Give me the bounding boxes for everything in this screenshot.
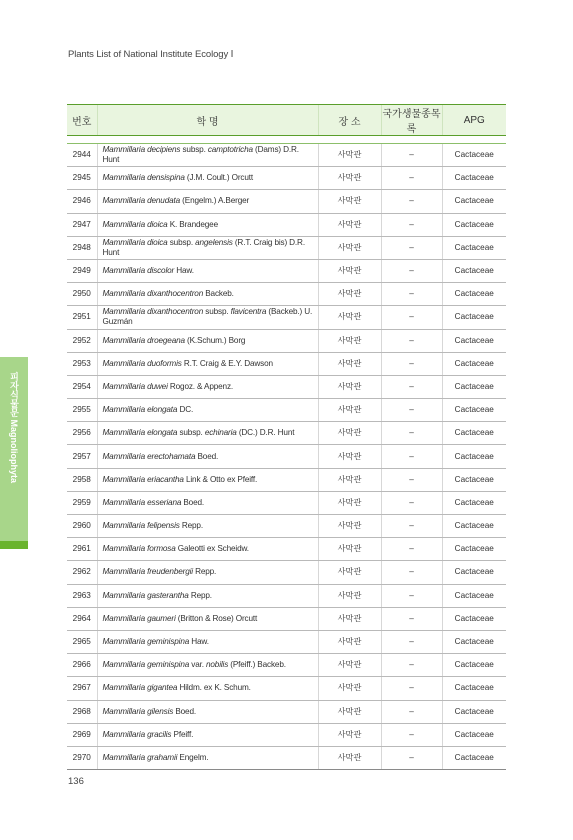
column-header-national-list: 국가생물종목록 (381, 105, 442, 136)
name-italic-part: Mammillaria elongata (102, 405, 178, 415)
location-cell: 사막관 (318, 538, 381, 561)
name-italic-part: Mammillaria duoformis (102, 358, 182, 368)
location-cell: 사막관 (318, 468, 381, 491)
name-author-part: (Britton & Rose) Orcutt (175, 613, 258, 623)
name-italic-part: Mammillaria dixanthocentron (102, 307, 204, 317)
row-number: 2955 (67, 399, 97, 422)
apg-family-cell: Cactaceae (442, 399, 506, 422)
location-cell: 사막관 (318, 399, 381, 422)
section-side-tab-accent (0, 541, 28, 549)
table-header-row (67, 105, 506, 136)
row-number: 2948 (67, 236, 97, 259)
apg-family-cell: Cactaceae (442, 654, 506, 677)
name-italic-part: Mammillaria dioica (102, 219, 168, 229)
name-author-part: (Engelm.) A.Berger (180, 196, 250, 206)
table-row (67, 630, 506, 653)
row-number: 2951 (67, 306, 97, 329)
apg-family-cell: Cactaceae (442, 561, 506, 584)
scientific-name (97, 561, 318, 584)
table-row (67, 213, 506, 236)
name-italic-part: Mammillaria dixanthocentron (102, 289, 204, 299)
name-author-part: (R.T. Craig bis) D.R. Hunt (102, 237, 305, 257)
scientific-name (97, 306, 318, 329)
location-cell: 사막관 (318, 352, 381, 375)
location-cell: 사막관 (318, 190, 381, 213)
location-cell: 사막관 (318, 422, 381, 445)
name-italic-part: Mammillaria eriacantha (102, 474, 184, 484)
name-italic-part: Mammillaria geminispina (102, 637, 190, 647)
section-side-label: 피자식물문 Magnoliophyta (9, 372, 19, 483)
location-cell: 사막관 (318, 375, 381, 398)
national-list-cell: – (381, 515, 442, 538)
apg-family-cell: Cactaceae (442, 167, 506, 190)
name-author-part: Boed. (173, 706, 196, 716)
scientific-name (97, 259, 318, 282)
location-cell: 사막관 (318, 654, 381, 677)
apg-family-cell: Cactaceae (442, 538, 506, 561)
national-list-cell: – (381, 677, 442, 700)
table-row (67, 375, 506, 398)
name-italic-part: Mammillaria elongata (102, 428, 178, 438)
name-author-part: (Backeb.) U. Guzmán (102, 307, 313, 327)
location-cell: 사막관 (318, 329, 381, 352)
name-italic-part: Mammillaria freudenbergii (102, 567, 193, 577)
apg-family-cell: Cactaceae (442, 236, 506, 259)
plant-list-table-wrapper (67, 104, 506, 770)
scientific-name (97, 375, 318, 398)
table-row (67, 236, 506, 259)
row-number: 2965 (67, 630, 97, 653)
row-number: 2947 (67, 213, 97, 236)
apg-family-cell: Cactaceae (442, 607, 506, 630)
name-author-part: Engelm. (177, 752, 209, 762)
name-author-part: subsp. (167, 237, 196, 247)
scientific-name (97, 352, 318, 375)
scientific-name (97, 723, 318, 746)
table-row (67, 329, 506, 352)
name-italic-part: Mammillaria gasterantha (102, 590, 189, 600)
name-author-part: subsp. (177, 428, 205, 438)
name-italic-part: echinaria (204, 428, 237, 438)
table-body (67, 136, 506, 770)
location-cell: 사막관 (318, 700, 381, 723)
national-list-cell: – (381, 375, 442, 398)
location-cell: 사막관 (318, 236, 381, 259)
scientific-name (97, 167, 318, 190)
table-row (67, 584, 506, 607)
table-row (67, 144, 506, 167)
location-cell: 사막관 (318, 584, 381, 607)
row-number: 2962 (67, 561, 97, 584)
scientific-name (97, 190, 318, 213)
table-row (67, 607, 506, 630)
table-row (67, 468, 506, 491)
national-list-cell: – (381, 445, 442, 468)
national-list-cell: – (381, 259, 442, 282)
name-author-part: (DC.) D.R. Hunt (236, 428, 295, 438)
row-number: 2963 (67, 584, 97, 607)
name-author-part: Link & Otto ex Pfeiff. (183, 474, 258, 484)
name-italic-part: Mammillaria gracilis (102, 729, 172, 739)
location-cell: 사막관 (318, 746, 381, 769)
national-list-cell: – (381, 630, 442, 653)
national-list-cell: – (381, 306, 442, 329)
scientific-name (97, 607, 318, 630)
name-author-part: (J.M. Coult.) Orcutt (184, 173, 254, 183)
scientific-name (97, 677, 318, 700)
name-author-part: Haw. (174, 266, 194, 276)
name-italic-part: angelensis (195, 237, 233, 247)
national-list-cell: – (381, 584, 442, 607)
location-cell: 사막관 (318, 259, 381, 282)
national-list-cell: – (381, 654, 442, 677)
scientific-name (97, 399, 318, 422)
scientific-name (97, 630, 318, 653)
table-row (67, 306, 506, 329)
national-list-cell: – (381, 190, 442, 213)
location-cell: 사막관 (318, 445, 381, 468)
name-author-part: var. (189, 660, 206, 670)
national-list-cell: – (381, 236, 442, 259)
scientific-name (97, 584, 318, 607)
national-list-cell: – (381, 167, 442, 190)
name-author-part: Haw. (189, 637, 209, 647)
national-list-cell: – (381, 746, 442, 769)
name-italic-part: Mammillaria gaumeri (102, 613, 176, 623)
national-list-cell: – (381, 723, 442, 746)
national-list-cell: – (381, 468, 442, 491)
national-list-cell: – (381, 700, 442, 723)
name-italic-part: Mammillaria densispina (102, 173, 185, 183)
name-italic-part: Mammillaria gigantea (102, 683, 178, 693)
column-header-location: 장 소 (318, 105, 381, 136)
running-header: Plants List of National Institute Ecology Ⅰ (68, 49, 234, 60)
scientific-name (97, 538, 318, 561)
scientific-name (97, 422, 318, 445)
row-number: 2961 (67, 538, 97, 561)
row-number: 2969 (67, 723, 97, 746)
national-list-cell: – (381, 144, 442, 167)
scientific-name (97, 329, 318, 352)
apg-family-cell: Cactaceae (442, 375, 506, 398)
name-italic-part: Mammillaria decipiens (102, 145, 181, 155)
national-list-cell: – (381, 538, 442, 561)
name-author-part: R.T. Craig & E.Y. Dawson (181, 358, 273, 368)
table-row (67, 399, 506, 422)
name-author-part: Backeb. (203, 289, 234, 299)
national-list-cell: – (381, 213, 442, 236)
name-italic-part: Mammillaria felipensis (102, 521, 180, 531)
row-number: 2944 (67, 144, 97, 167)
row-number: 2950 (67, 283, 97, 306)
scientific-name (97, 515, 318, 538)
name-italic-part: Mammillaria erectohamata (102, 451, 196, 461)
name-author-part: Galeotti ex Scheidw. (175, 544, 249, 554)
name-italic-part: Mammillaria grahamii (102, 752, 178, 762)
table-spacer-cell (67, 136, 506, 144)
apg-family-cell: Cactaceae (442, 144, 506, 167)
row-number: 2966 (67, 654, 97, 677)
column-header-scientific-name: 학 명 (97, 105, 318, 136)
row-number: 2958 (67, 468, 97, 491)
table-row (67, 746, 506, 769)
location-cell: 사막관 (318, 167, 381, 190)
name-italic-part: Mammillaria discolor (102, 266, 175, 276)
national-list-cell: – (381, 352, 442, 375)
name-italic-part: nobilis (206, 660, 229, 670)
apg-family-cell: Cactaceae (442, 746, 506, 769)
name-italic-part: Mammillaria geminispina (102, 660, 190, 670)
scientific-name (97, 468, 318, 491)
table-row (67, 259, 506, 282)
table-row (67, 491, 506, 514)
row-number: 2952 (67, 329, 97, 352)
location-cell: 사막관 (318, 607, 381, 630)
name-author-part: Hildm. ex K. Schum. (177, 683, 251, 693)
name-italic-part: Mammillaria droegeana (102, 335, 185, 345)
row-number: 2953 (67, 352, 97, 375)
apg-family-cell: Cactaceae (442, 352, 506, 375)
name-italic-part: Mammillaria esseriana (102, 497, 182, 507)
apg-family-cell: Cactaceae (442, 491, 506, 514)
scientific-name (97, 700, 318, 723)
location-cell: 사막관 (318, 491, 381, 514)
row-number: 2956 (67, 422, 97, 445)
apg-family-cell: Cactaceae (442, 329, 506, 352)
name-author-part: Repp. (192, 567, 217, 577)
apg-family-cell: Cactaceae (442, 468, 506, 491)
name-italic-part: Mammillaria gilensis (102, 706, 174, 716)
name-author-part: Repp. (188, 590, 212, 600)
name-author-part: subsp. (180, 145, 208, 155)
name-author-part: Repp. (179, 521, 203, 531)
row-number: 2968 (67, 700, 97, 723)
location-cell: 사막관 (318, 677, 381, 700)
table-row (67, 167, 506, 190)
column-header-number: 번호 (67, 105, 97, 136)
name-italic-part: Mammillaria duwei (102, 381, 168, 391)
apg-family-cell: Cactaceae (442, 723, 506, 746)
name-author-part: Boed. (181, 497, 205, 507)
apg-family-cell: Cactaceae (442, 422, 506, 445)
table-row (67, 654, 506, 677)
scientific-name (97, 213, 318, 236)
table-row (67, 561, 506, 584)
location-cell: 사막관 (318, 213, 381, 236)
apg-family-cell: Cactaceae (442, 700, 506, 723)
apg-family-cell: Cactaceae (442, 445, 506, 468)
name-author-part: Pfeiff. (171, 729, 194, 739)
national-list-cell: – (381, 399, 442, 422)
national-list-cell: – (381, 329, 442, 352)
location-cell: 사막관 (318, 723, 381, 746)
national-list-cell: – (381, 607, 442, 630)
scientific-name (97, 236, 318, 259)
location-cell: 사막관 (318, 561, 381, 584)
table-row (67, 283, 506, 306)
page-number: 136 (68, 776, 84, 787)
name-italic-part: camptotricha (207, 145, 253, 155)
table-row (67, 677, 506, 700)
name-author-part: subsp. (203, 307, 231, 317)
location-cell: 사막관 (318, 515, 381, 538)
name-italic-part: flavicentra (230, 307, 267, 317)
name-author-part: K. Brandegee (167, 219, 218, 229)
table-row (67, 352, 506, 375)
apg-family-cell: Cactaceae (442, 630, 506, 653)
name-italic-part: Mammillaria formosa (102, 544, 176, 554)
location-cell: 사막관 (318, 283, 381, 306)
name-author-part: Boed. (195, 451, 219, 461)
national-list-cell: – (381, 283, 442, 306)
row-number: 2970 (67, 746, 97, 769)
name-author-part: Rogoz. & Appenz. (167, 381, 234, 391)
row-number: 2945 (67, 167, 97, 190)
location-cell: 사막관 (318, 144, 381, 167)
column-header-apg: APG (442, 105, 506, 136)
row-number: 2960 (67, 515, 97, 538)
name-italic-part: Mammillaria denudata (102, 196, 181, 206)
table-row (67, 700, 506, 723)
plant-list-table (67, 104, 506, 770)
table-row (67, 538, 506, 561)
row-number: 2949 (67, 259, 97, 282)
row-number: 2964 (67, 607, 97, 630)
name-author-part: (K.Schum.) Borg (184, 335, 246, 345)
name-author-part: (Pfeiff.) Backeb. (228, 660, 286, 670)
apg-family-cell: Cactaceae (442, 213, 506, 236)
name-italic-part: Mammillaria dioica (102, 237, 168, 247)
row-number: 2957 (67, 445, 97, 468)
national-list-cell: – (381, 491, 442, 514)
location-cell: 사막관 (318, 306, 381, 329)
apg-family-cell: Cactaceae (442, 584, 506, 607)
national-list-cell: – (381, 561, 442, 584)
apg-family-cell: Cactaceae (442, 515, 506, 538)
scientific-name (97, 445, 318, 468)
apg-family-cell: Cactaceae (442, 190, 506, 213)
apg-family-cell: Cactaceae (442, 259, 506, 282)
scientific-name (97, 144, 318, 167)
scientific-name (97, 654, 318, 677)
apg-family-cell: Cactaceae (442, 306, 506, 329)
name-author-part: DC. (177, 405, 194, 415)
table-row (67, 723, 506, 746)
national-list-cell: – (381, 422, 442, 445)
name-author-part: (Dams) D.R. Hunt (102, 145, 299, 165)
table-row (67, 515, 506, 538)
row-number: 2959 (67, 491, 97, 514)
apg-family-cell: Cactaceae (442, 677, 506, 700)
table-row (67, 190, 506, 213)
row-number: 2946 (67, 190, 97, 213)
scientific-name (97, 746, 318, 769)
row-number: 2967 (67, 677, 97, 700)
location-cell: 사막관 (318, 630, 381, 653)
scientific-name (97, 283, 318, 306)
table-row (67, 445, 506, 468)
scientific-name (97, 491, 318, 514)
apg-family-cell: Cactaceae (442, 283, 506, 306)
row-number: 2954 (67, 375, 97, 398)
table-spacer-row (67, 136, 506, 144)
table-row (67, 422, 506, 445)
